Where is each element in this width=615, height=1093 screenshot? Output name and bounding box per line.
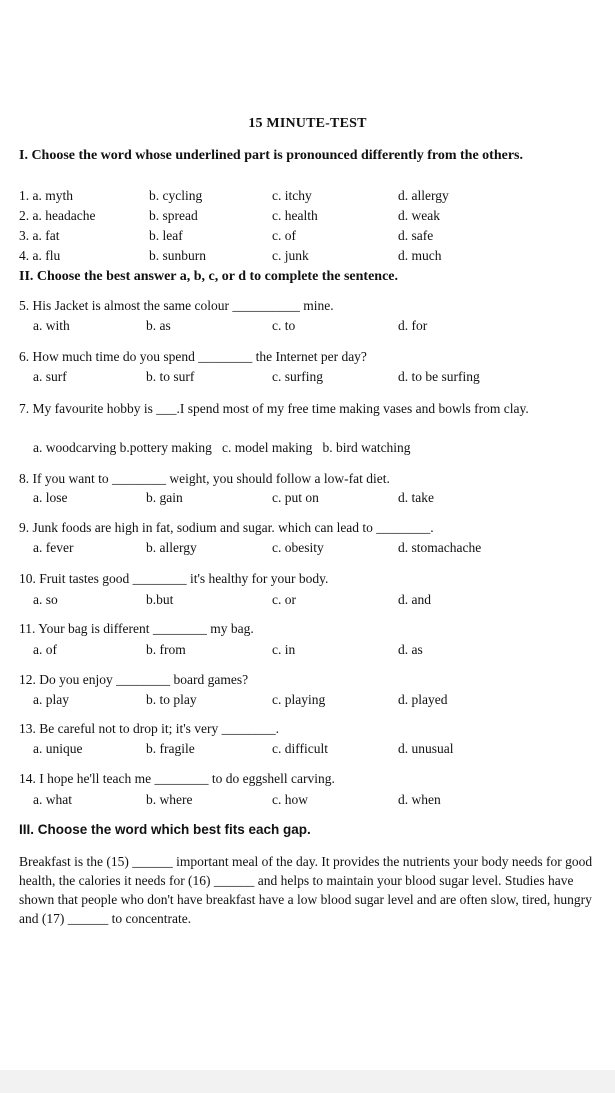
- option: c. itchy: [272, 188, 312, 203]
- page-title: 15 MINUTE-TEST: [248, 116, 367, 131]
- option-a: a. surf: [33, 369, 67, 384]
- option: c. junk: [272, 248, 309, 263]
- question-9: 9. Junk foods are high in fat, sodium and sugar. which can lead to ________.: [19, 520, 434, 535]
- option: d. much: [398, 248, 442, 263]
- question-13: 13. Be careful not to drop it; it's very ________.: [19, 721, 280, 736]
- option-a: a. lose: [33, 490, 68, 505]
- option-a: a. play: [33, 692, 69, 707]
- option-d: d. played: [398, 692, 448, 707]
- section-3-instruction: III. Choose the word which best fits each gap.: [19, 822, 311, 837]
- option: 4. a. flu: [19, 248, 61, 263]
- cloze-passage: Breakfast is the (15) ______ important meal of the day. It provides the nutrients your body needs for good health, the calories it needs for (16) ______ and helps to maintain your blood sugar level. Studies have shown that people who don't have breakfast have a low blood sugar level and are often slow, tired, hungry and (17) ______ to concentrate.: [19, 854, 593, 926]
- option-d: d. take: [398, 490, 434, 505]
- question-14: 14. I hope he'll teach me ________ to do eggshell carving.: [19, 771, 335, 786]
- option-d: d. for: [398, 318, 428, 333]
- option-b: b. from: [146, 642, 186, 657]
- option-c: c. difficult: [272, 741, 328, 756]
- option-d: d. to be surfing: [398, 369, 480, 384]
- option-a: a. unique: [33, 741, 83, 756]
- option-b: b.pottery making: [119, 440, 212, 455]
- question-5: 5. His Jacket is almost the same colour __________ mine.: [19, 298, 334, 313]
- options-7: [33, 440, 411, 458]
- question-10: 10. Fruit tastes good ________ it's healthy for your body.: [19, 571, 329, 586]
- section-1-instruction: I. Choose the word whose underlined part is pronounced differently from the others.: [19, 148, 524, 163]
- question-6: 6. How much time do you spend ________ the Internet per day?: [19, 349, 367, 364]
- option: b. spread: [149, 208, 198, 223]
- question-8: 8. If you want to ________ weight, you should follow a low-fat diet.: [19, 471, 390, 486]
- option-d: d. when: [398, 792, 441, 807]
- option-c: c. put on: [272, 490, 319, 505]
- option-d: d. unusual: [398, 741, 454, 756]
- section-2-instruction: II. Choose the best answer a, b, c, or d to complete the sentence.: [19, 269, 398, 284]
- option-b: b. allergy: [146, 540, 197, 555]
- option-c: c. obesity: [272, 540, 324, 555]
- option-b: b. as: [146, 318, 171, 333]
- option-c: c. model making: [221, 440, 313, 455]
- option: d. weak: [398, 208, 440, 223]
- page-footer-band: [0, 1070, 615, 1093]
- option-c: c. to: [272, 318, 296, 333]
- question-12: 12. Do you enjoy ________ board games?: [19, 672, 249, 687]
- option: 2. a. headache: [19, 208, 96, 223]
- option-b: b. fragile: [146, 741, 195, 756]
- option: 1. a. myth: [19, 188, 73, 203]
- option-c: c. in: [272, 642, 296, 657]
- option-b: b. to play: [146, 692, 197, 707]
- option: d. safe: [398, 228, 434, 243]
- option-c: c. or: [272, 592, 296, 607]
- option-b: b.but: [146, 592, 174, 607]
- option-a: a. with: [33, 318, 70, 333]
- option-d: d. and: [398, 592, 431, 607]
- option-b: b. to surf: [146, 369, 195, 384]
- option: c. health: [272, 208, 318, 223]
- option-b: b. gain: [146, 490, 183, 505]
- option-a: a. of: [33, 642, 57, 657]
- option-d: d. as: [398, 642, 423, 657]
- option: b. sunburn: [149, 248, 206, 263]
- option-a: a. woodcarving: [33, 440, 117, 455]
- question-7: 7. My favourite hobby is ___.I spend most of my free time making vases and bowls from clay.: [19, 401, 529, 416]
- option: 3. a. fat: [19, 228, 60, 243]
- option: b. cycling: [149, 188, 203, 203]
- question-11: 11. Your bag is different ________ my bag.: [19, 621, 254, 636]
- option-c: c. surfing: [272, 369, 323, 384]
- option-a: a. fever: [33, 540, 74, 555]
- option: b. leaf: [149, 228, 183, 243]
- option-a: a. what: [33, 792, 72, 807]
- option: d. allergy: [398, 188, 449, 203]
- option-b: b. where: [146, 792, 193, 807]
- option-a: a. so: [33, 592, 58, 607]
- option-d: b. bird watching: [322, 440, 411, 455]
- option-d: d. stomachache: [398, 540, 482, 555]
- option-c: c. how: [272, 792, 308, 807]
- option-c: c. playing: [272, 692, 326, 707]
- option: c. of: [272, 228, 296, 243]
